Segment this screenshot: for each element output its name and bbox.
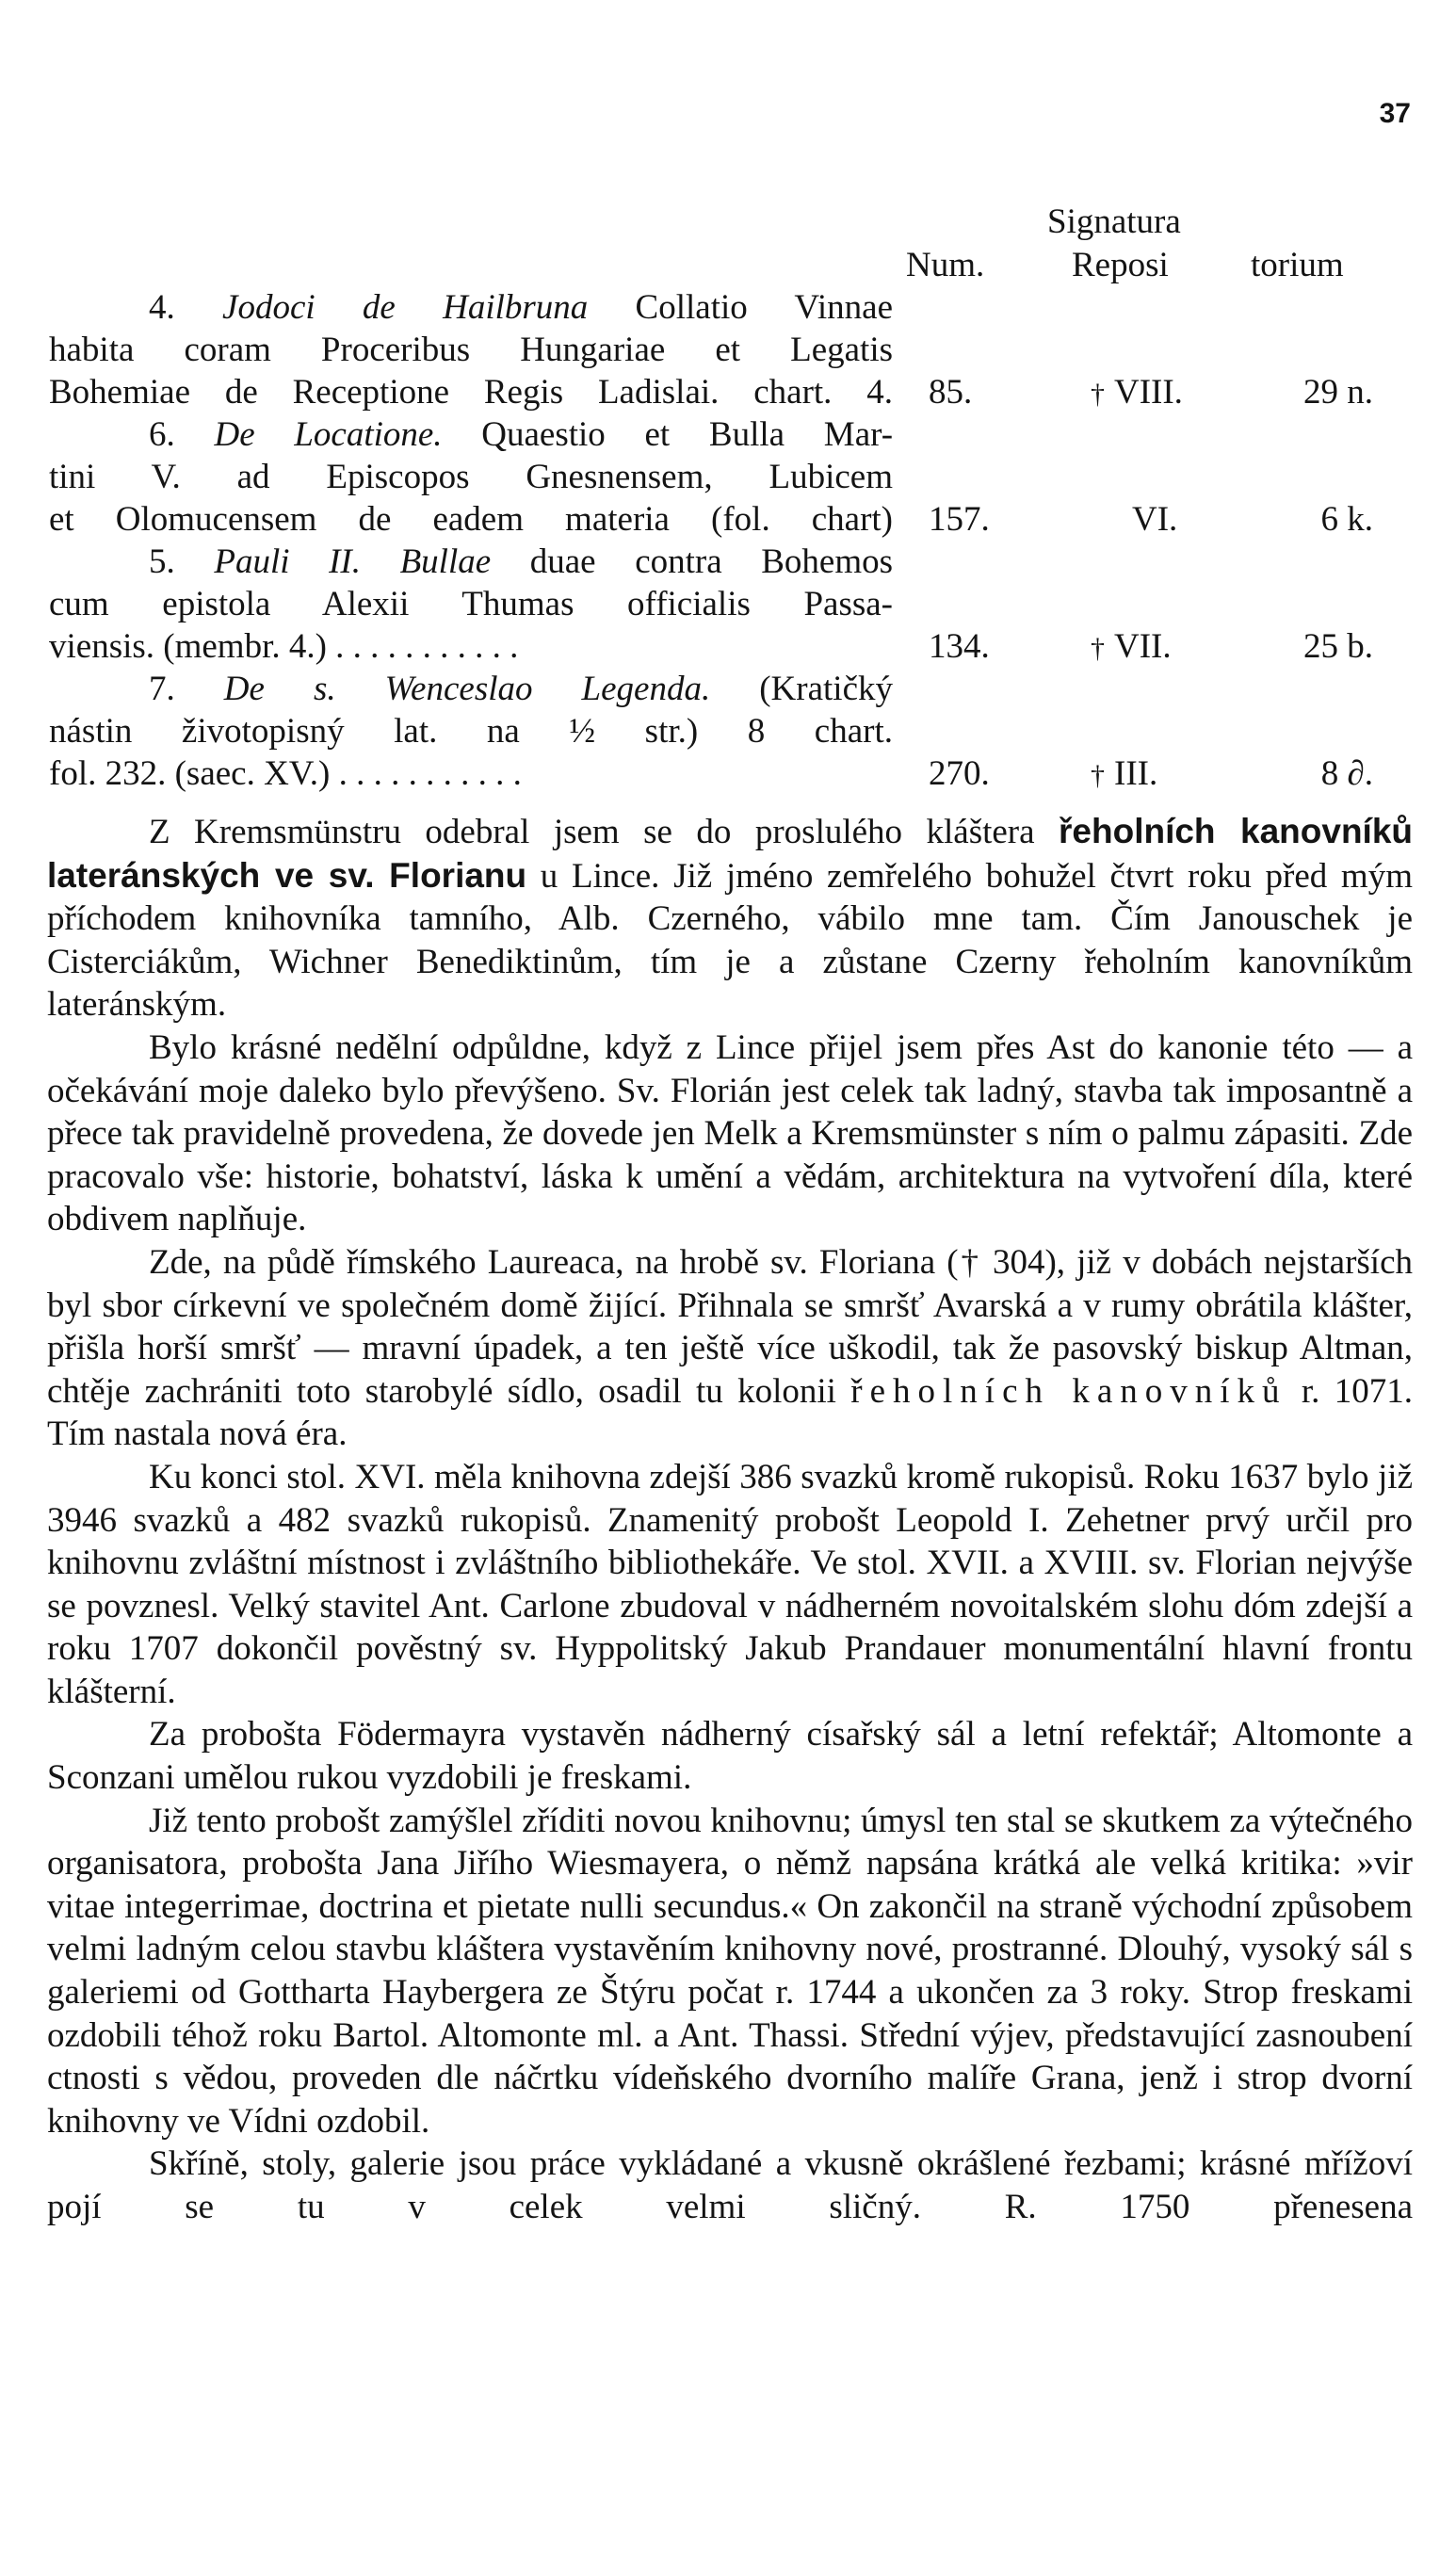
entry-line bbox=[149, 286, 893, 329]
cross-mark: † bbox=[1091, 633, 1105, 664]
entry-num: 157. bbox=[929, 500, 990, 539]
manuscript-list bbox=[49, 286, 1373, 795]
entry-number: 7. bbox=[149, 670, 224, 708]
cross-mark: † bbox=[1091, 379, 1105, 410]
entry-line bbox=[149, 541, 893, 583]
manuscript-entry bbox=[49, 541, 1373, 668]
entry-title: De Locatione. bbox=[214, 415, 443, 454]
entry-line: et Olomucensem de eadem materia (fol. chart) bbox=[49, 500, 893, 539]
manuscript-entry bbox=[49, 668, 1373, 795]
entry-reposi bbox=[1091, 625, 1260, 670]
page-number: 37 bbox=[1379, 98, 1411, 129]
column-header-num: Num. bbox=[906, 246, 985, 284]
entry-volume: VI. bbox=[1132, 500, 1178, 539]
entry-line: cum epistola Alexii Thumas officialis Passa- bbox=[49, 585, 893, 623]
paragraph: Ku konci stol. XVI. měla knihovna zdejší 386 svazků kromě rukopisů. Roku 1637 bylo již 3946 svazků a 482 svazků rukopisů. Znamenitý probošt Leopold I. Zehetner prvý určil pro knihovnu zvláštní místnost i zvláštního bibliothekáře. Ve stol. XVII. a XVIII. sv. Florian nejvýše se povznesl. Velký stavitel Ant. Carlone zbudoval v nádherném novoitalském slohu dóm zdejší a roku 1707 dokončil pověstný sv. Hyppolitský Jakub Prandauer monumentální hlavní frontu klášterní. bbox=[47, 1457, 1413, 1711]
entry-text: duae contra Bohemos bbox=[491, 542, 893, 581]
manuscript-entry bbox=[49, 413, 1373, 541]
entry-reposi bbox=[1091, 498, 1260, 541]
entry-text: Collatio Vinnae bbox=[588, 288, 893, 327]
column-header-signatura: Signatura bbox=[1047, 202, 1181, 241]
entry-text: Quaestio et Bulla Mar- bbox=[442, 415, 893, 454]
paragraph: Za probošta Födermayra vystavěn nádherný císařský sál a letní refektář; Altomonte a Sconzani umělou rukou vyzdobili je freskami. bbox=[47, 1715, 1413, 1798]
entry-num: 270. bbox=[929, 754, 990, 793]
paragraph-text: r. 1071. Tím nastala nová éra. bbox=[47, 1371, 1413, 1454]
entry-title: Jodoci de Hailbruna bbox=[222, 288, 589, 327]
entry-text: (Kratičký bbox=[710, 670, 893, 708]
spaced-phrase: řeholních kanovníků bbox=[850, 1371, 1287, 1411]
paragraph-text: u Lince. Již jméno zemřelého bohužel čtvrt roku před mým příchodem knihovníka tamního, Alb. Czerného, vábilo mne tam. Čím Janouschek je Cisterciákům, Wichner Benediktinům, tím je a zůstane Czerny řeholním kanovníkům lateránským. bbox=[47, 856, 1413, 1025]
entry-volume: VII. bbox=[1114, 627, 1172, 666]
entry-line: tini V. ad Episcopos Gnesnensem, Lubicem bbox=[49, 458, 893, 496]
entry-title: Pauli II. Bullae bbox=[214, 542, 492, 581]
entry-torium: 25 b. bbox=[1303, 627, 1373, 666]
entry-number: 4. bbox=[149, 288, 223, 327]
entry-num: 134. bbox=[929, 627, 990, 666]
entry-line bbox=[149, 413, 893, 456]
entry-line: habita coram Proceribus Hungariae et Legatis bbox=[49, 331, 893, 369]
entry-line: nástin životopisný lat. na ½ str.) 8 chart. bbox=[49, 712, 893, 751]
entry-number: 5. bbox=[149, 542, 215, 581]
paragraph bbox=[47, 1241, 1413, 1456]
paragraph bbox=[47, 810, 1413, 1027]
paragraph: Již tento probošt zamýšlel zříditi novou knihovnu; úmysl ten stal se skutkem za výtečného organisatora, probošta Jana Jiřího Wiesmayera, o němž napsána krátká ale velká kritika: »vir vitae integerrimae, doctrina et pietate nulli secundus.« On zakončil na straně východní způsobem velmi ladným celou stavbu kláštera vystavěním knihovny nové, prostranné. Dlouhý, vysoký sál s galeriemi od Gottharta Haybergera ze Štýru počat r. 1744 a ukončen za 3 roky. Strop freskami ozdobili téhož roku Bartol. Altomonte ml. a Ant. Thassi. Střední výjev, představující zasnoubení ctnosti s vědou, proveden dle náčrtku vídeňského dvorního malíře Grana, jenž i strop dvorní knihovny ve Vídni ozdobil. bbox=[47, 1801, 1413, 2141]
entry-torium: 8 ∂. bbox=[1320, 754, 1373, 793]
entry-line: fol. 232. (saec. XV.) . . . . . . . . . . . bbox=[49, 754, 522, 793]
entry-line: Bohemiae de Receptione Regis Ladislai. chart. 4. bbox=[49, 373, 893, 412]
entry-reposi bbox=[1091, 371, 1260, 415]
column-header-torium: torium bbox=[1251, 246, 1344, 284]
entry-title: De s. Wenceslao Legenda. bbox=[223, 670, 711, 708]
entry-reposi bbox=[1091, 752, 1260, 797]
bold-phrase: řeholních kanovníků lateránských ve sv. Florianu bbox=[47, 812, 1414, 895]
cross-mark: † bbox=[1091, 760, 1105, 791]
entry-volume: III. bbox=[1114, 754, 1158, 793]
paragraph: Bylo krásné nedělní odpůldne, když z Lince přijel jsem přes Ast do kanonie této — a očekávání moje daleko bylo převýšeno. Sv. Florián jest celek tak ladný, stavba tak imposantně a přece tak pravidelně provedena, že dovede jen Melk a Kremsmünster s ním o palmu zápasiti. Zde pracovalo vše: historie, bohatství, láska k umění a vědám, architektura na vytvoření díla, které obdivem naplňuje. bbox=[47, 1027, 1413, 1239]
entry-line: viensis. (membr. 4.) . . . . . . . . . . . bbox=[49, 627, 519, 666]
paragraph-text: Z Kremsmünstru odebral jsem se do proslulého kláštera bbox=[149, 813, 1060, 851]
entry-number: 6. bbox=[149, 415, 215, 454]
paragraph-text: Zde, na půdě římského Laureaca, na hrobě sv. Floriana († 304), již v dobách nejstarších byl sbor církevní ve společném domě žijící. Přihnala se smršť Avarská a v rumy obrátila klášter, přišla horší smršť — mravní úpadek, a ten ještě více uškodil, tak že pasovský biskup Altman, chtěje zachrániti toto starobylé sídlo, osadil tu kolonii bbox=[47, 1242, 1413, 1411]
entry-torium: 29 n. bbox=[1303, 373, 1373, 412]
entry-line bbox=[149, 668, 893, 710]
paragraph: Skříně, stoly, galerie jsou práce vykládané a vkusně okrášlené řezbami; krásné mřížoví pojí se tu v celek velmi sličný. R. 1750 přenesena bbox=[47, 2144, 1413, 2226]
column-header-reposi: Reposi bbox=[1072, 246, 1169, 284]
entry-torium: 6 k. bbox=[1320, 500, 1373, 539]
body-text bbox=[47, 810, 1413, 2229]
entry-num: 85. bbox=[929, 373, 973, 412]
manuscript-entry bbox=[49, 286, 1373, 413]
entry-volume: VIII. bbox=[1114, 373, 1183, 412]
